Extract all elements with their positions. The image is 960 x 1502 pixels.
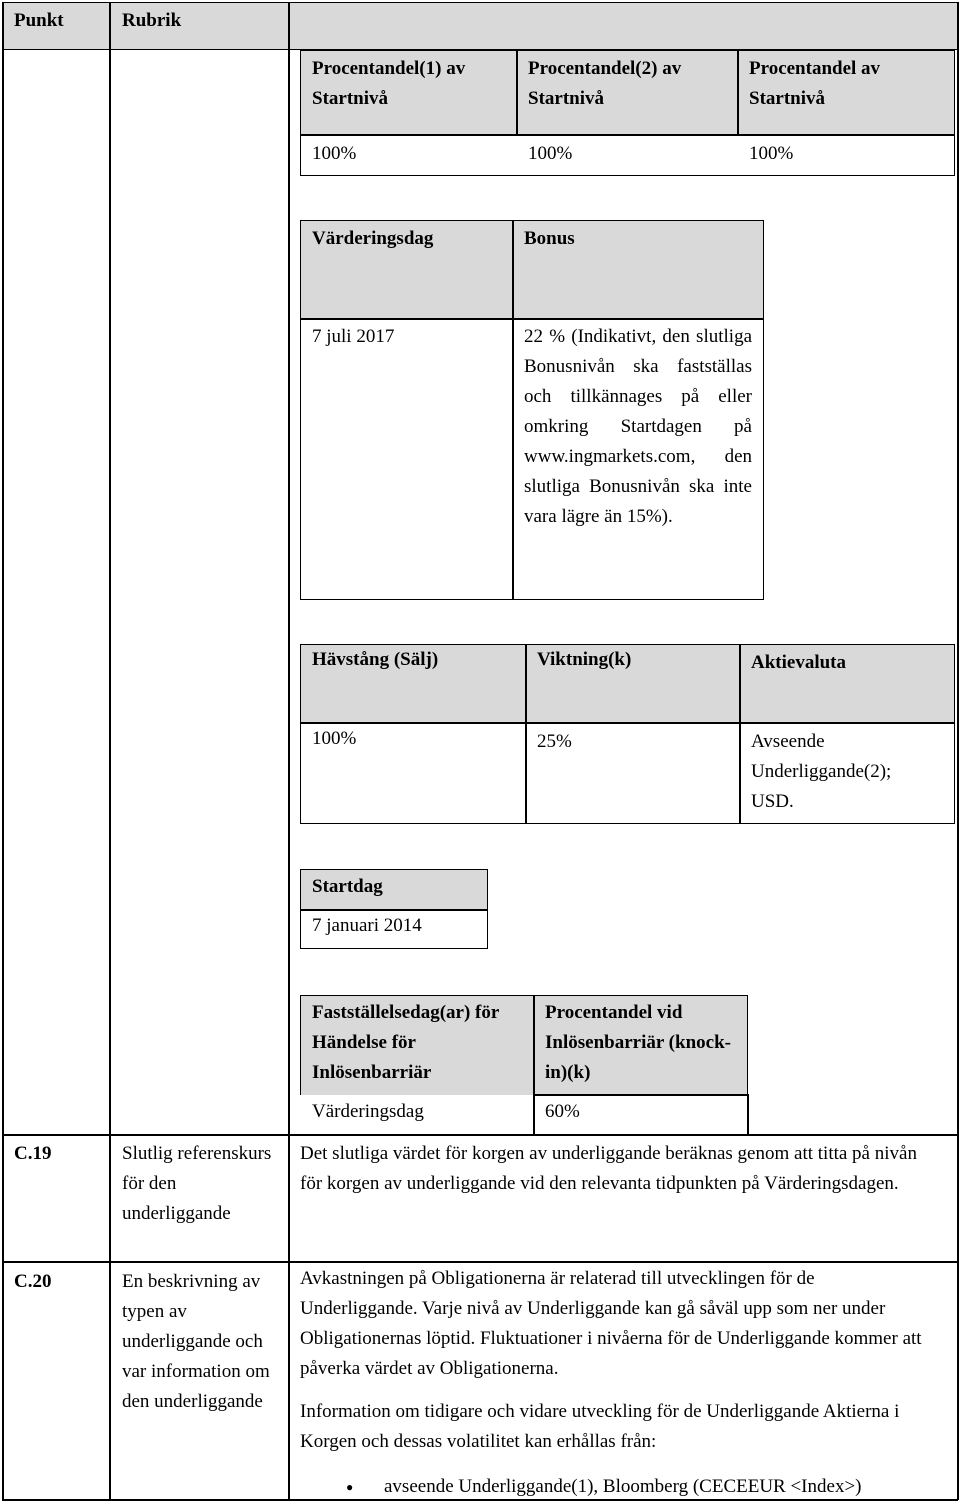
table3-value-1: 100% [312,728,357,749]
table1-value-2: 100% [528,143,573,164]
row-c20-para2: Information om tidigare och vidare utveckling för de Underliggande Aktierna i Korgen och dessas volatilitet kan erhållas från: [300,1401,900,1452]
table1-header-2: Procentandel(2) av Startnivå [528,58,682,109]
table3-value-3: Avseende Underliggande(2); USD. [751,731,892,812]
row-c19-text: Det slutliga värdet för korgen av underliggande beräknas genom att titta på nivån för korgen av underliggande vid den relevanta tidpunkten på Värderingsdagen. [300,1143,917,1194]
table1-value-3: 100% [749,143,794,164]
table1-body [300,134,955,176]
table3-header-2: Viktning(k) [537,649,632,670]
table2-header-2: Bonus [524,228,575,249]
table3-header-3: Aktievaluta [751,652,846,673]
table2-date: 7 juli 2017 [312,326,395,347]
list-item: ● avseende Underliggande(1), Bloomberg (CECEEUR <Index>) [300,1472,950,1502]
table5-header-1: Fastställelsedag(ar) för Händelse för Inlösenbarriär [312,1002,499,1083]
table4-header-text: Startdag [312,876,383,897]
table2-bonus: 22 % (Indikativt, den slutliga Bonusnivån ska fastställas och tillkännages på eller omkring Startdagen på www.ingmarkets.com, den slutliga Bonusnivån ska inte vara lägre än 15%). [524,326,752,527]
table1-value-1: 100% [312,143,357,164]
table1-header-3: Procentandel av Startnivå [749,58,881,109]
row-c20-bullet-list [300,1472,950,1502]
row-c20-para1: Avkastningen på Obligationerna är relaterad till utvecklingen för de Underliggande. Varje nivå av Underliggande kan gå såväl upp som ner under Obligationernas löptid. Fluktuationer i nivåerna för de Underliggande kommer att påverka värdet av Obligationerna. [300,1268,922,1379]
table3-value-2: 25% [537,731,572,752]
row-c20-punkt: C.20 [14,1271,52,1292]
row-c19-rubrik: Slutlig referenskurs för den underliggande [122,1143,272,1224]
table3-header-1: Hävstång (Sälj) [312,649,439,670]
table2-header-1: Värderingsdag [312,228,434,249]
table5-value-2: 60% [545,1101,580,1122]
header-punkt: Punkt [14,10,64,31]
row-c19-punkt: C.19 [14,1143,52,1164]
table5-value-1: Värderingsdag [312,1101,424,1122]
table4-value: 7 januari 2014 [312,915,422,936]
table5-header-2: Procentandel vid Inlösenbarriär (knock-in)(k) [545,1002,731,1083]
header-rubrik: Rubrik [122,10,182,31]
table1-header-1: Procentandel(1) av Startnivå [312,58,466,109]
row-c20-rubrik: En beskrivning av typen av underliggande och var information om den underliggande [122,1271,270,1412]
